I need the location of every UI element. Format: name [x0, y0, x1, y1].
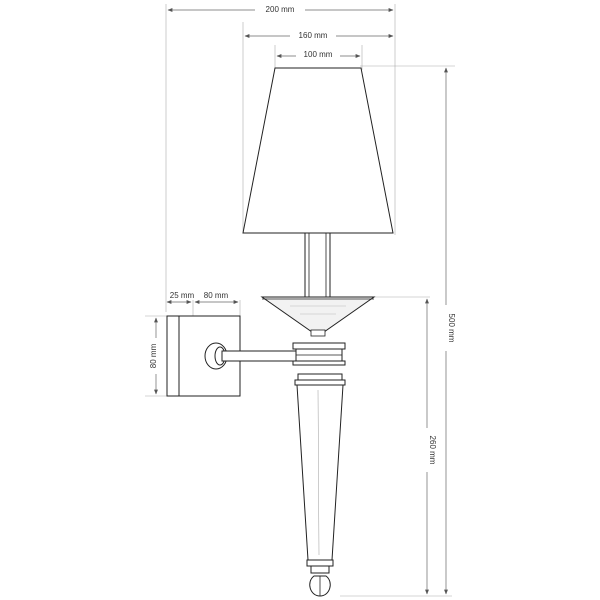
dimension-backplate-depth [167, 289, 195, 302]
backplate-height-label: 80 mm [149, 343, 158, 369]
lamp-finial [307, 560, 333, 596]
dimension-backplate-height [148, 318, 160, 394]
glass-bobeche [262, 297, 374, 336]
shade-bottom-width-label: 160 mm [298, 31, 328, 40]
overall-height-label: 500 mm [447, 313, 456, 343]
lamp-body [295, 374, 345, 560]
overall-width-label: 200 mm [265, 5, 295, 14]
dimension-overall-width [168, 3, 393, 15]
lamp-shade [243, 68, 393, 233]
lamp-arm [205, 343, 296, 369]
backplate-depth-label: 25 mm [169, 291, 195, 300]
shade-top-width-label: 100 mm [303, 50, 333, 59]
dimension-shade-top-width [277, 48, 360, 60]
backplate-width-label: 80 mm [203, 291, 229, 300]
dimension-backplate-width [195, 289, 238, 302]
dimension-overall-height [440, 68, 456, 594]
dimension-shade-bottom-width [245, 29, 393, 41]
dimension-body-height [421, 299, 437, 594]
body-height-label: 260 mm [428, 435, 437, 465]
arm-collar [293, 343, 345, 365]
